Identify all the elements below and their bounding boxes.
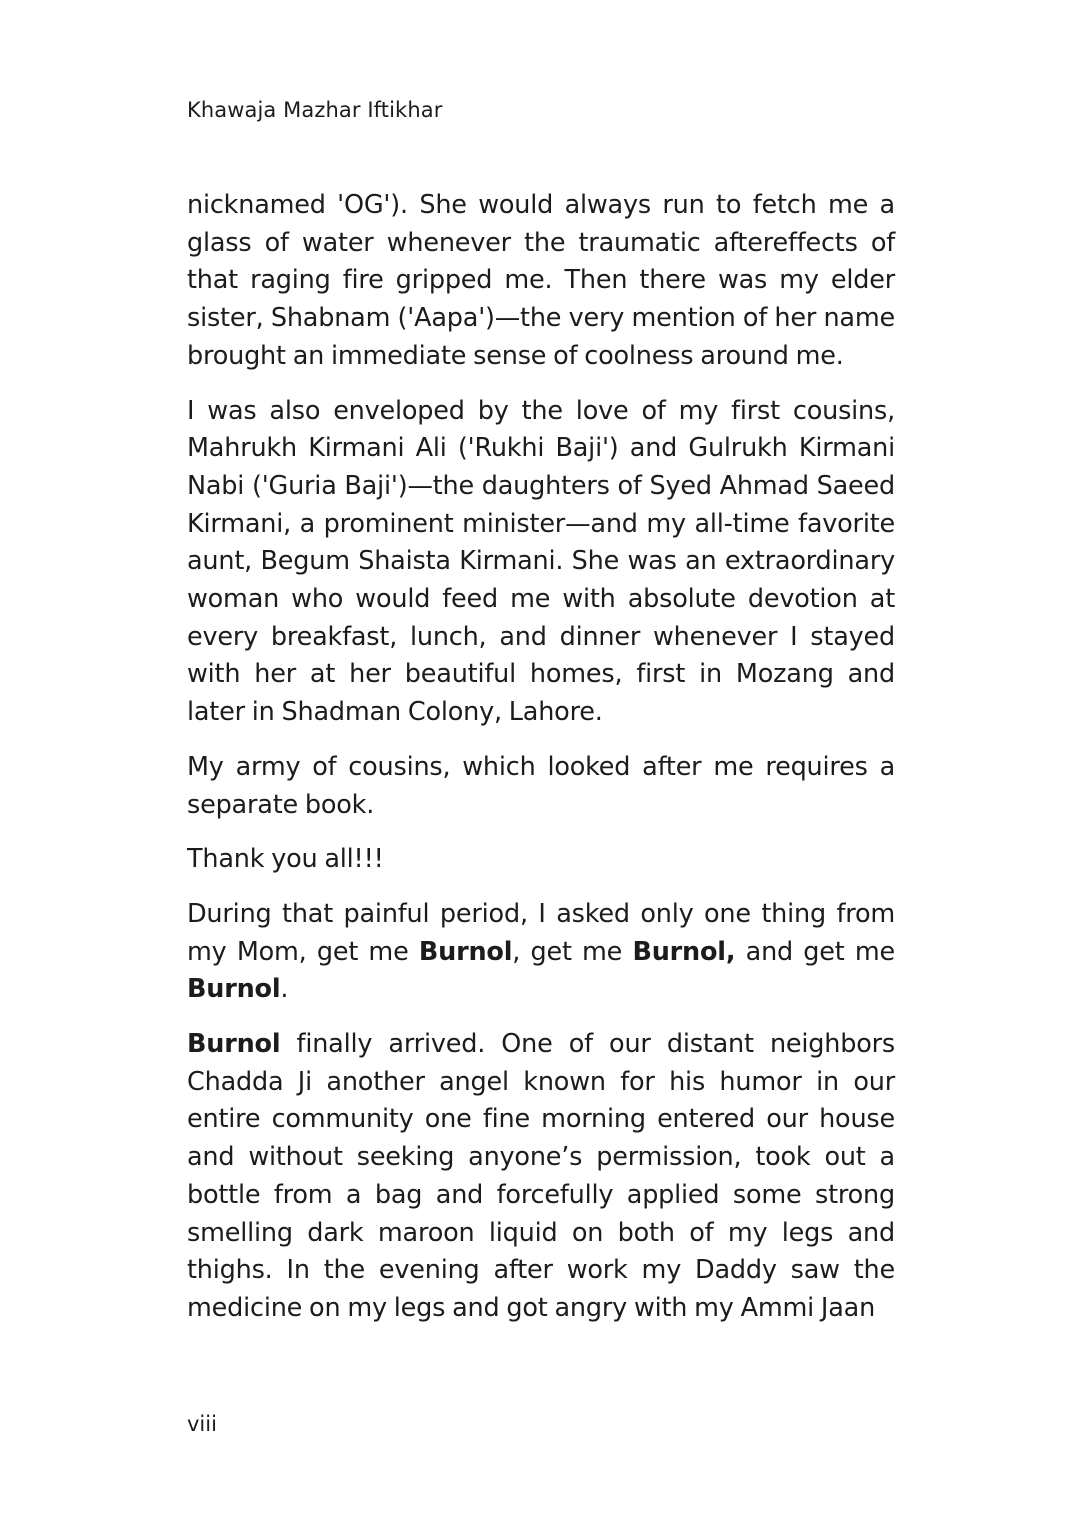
paragraph-3: My army of cousins, which looked after me requires a separate book. [187, 751, 895, 820]
page-number: viii [187, 1412, 217, 1436]
burnol-bold-2: Burnol, [632, 936, 736, 967]
paragraph-1: nicknamed 'OG'). She would always run to fetch me a glass of water whenever the traumatic aftereffects of that raging fire gripped me. Then there was my elder sister, Shabnam ('Aapa')—the very mention of her name brought an immediate sense of coolness around me. [187, 190, 895, 371]
p5-text-3: and get me [735, 936, 896, 967]
body-text [187, 187, 895, 1328]
paragraph-5 [187, 896, 895, 1009]
paragraph-6 [187, 1026, 895, 1328]
p5-text-2: , get me [512, 936, 633, 967]
running-head-author: Khawaja Mazhar Iftikhar [187, 98, 443, 122]
p5-text-4: . [280, 974, 289, 1005]
paragraph-4: Thank you all!!! [187, 844, 384, 875]
burnol-bold-4: Burnol [187, 1029, 281, 1060]
burnol-bold-1: Burnol [418, 936, 513, 967]
burnol-bold-3: Burnol [187, 974, 281, 1005]
p6-text-1: finally arrived. One of our distant neighbors Chadda Ji another angel known for his humor in our entire community one fine morning entered our house and without seeking anyone’s permission, took out a bottle from a bag and forcefully applied some strong smelling dark maroon liquid on both of my legs and thighs. In the evening after work my Daddy saw the medicine on my legs and got angry with my Ammi Jaan [187, 1029, 895, 1323]
paragraph-2: I was also enveloped by the love of my first cousins, Mahrukh Kirmani Ali ('Rukhi Baji') and Gulrukh Kirmani Nabi ('Guria Baji')—the daughters of Syed Ahmad Saeed Kirmani, a prominent minister—and my all-time favorite aunt, Begum Shaista Kirmani. She was an extraordinary woman who would feed me with absolute devotion at every breakfast, lunch, and dinner whenever I stayed with her at her beautiful homes, first in Mozang and later in Shadman Colony, Lahore. [187, 395, 895, 728]
p5-text-1: During that painful period, I asked only one thing from my Mom, get me [187, 898, 895, 967]
